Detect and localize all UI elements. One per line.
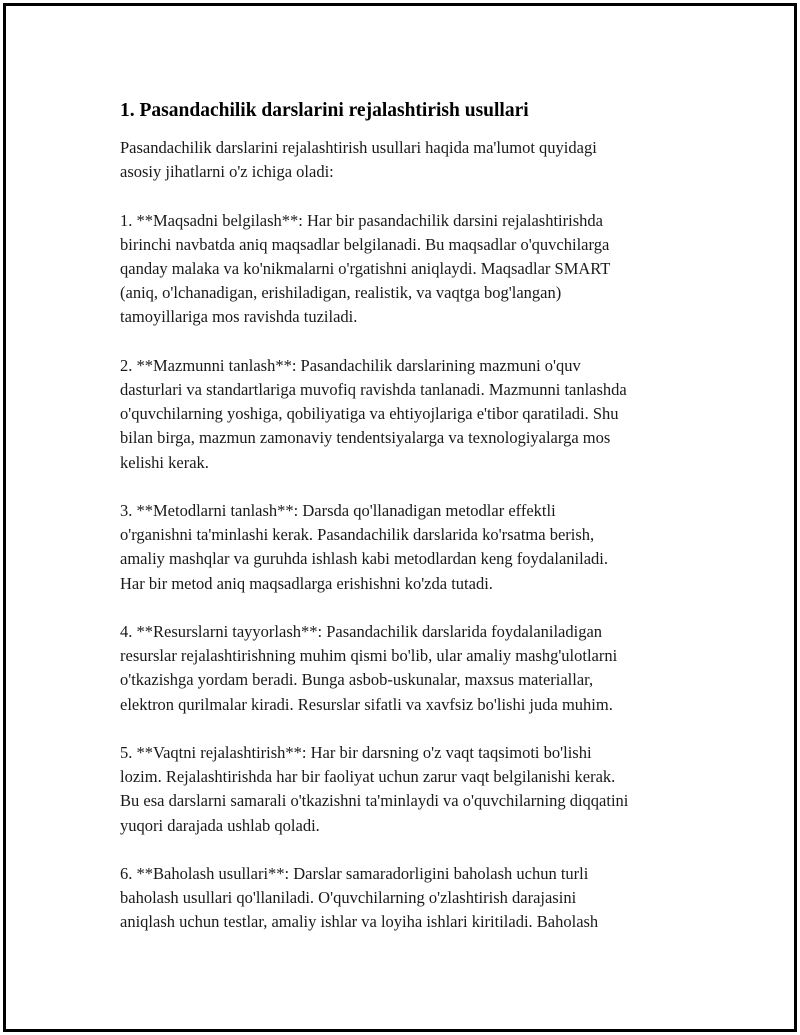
text-line: birinchi navbatda aniq maqsadlar belgilanadi. Bu maqsadlar o'quvchilarga [120,234,610,254]
text-line: o'quvchilarning yoshiga, qobiliyatiga va ehtiyojlariga e'tibor qaratiladi. Shu [120,404,619,424]
text-line: Pasandachilik darslarini rejalashtirish usullari haqida ma'lumot quyidagi [120,138,597,157]
text-line: dasturlari va standartlariga muvofiq ravishda tanlanadi. Mazmunni tanlashda [120,380,627,399]
text-line: lozim. Rejalashtirishda har bir faoliyat uchun zarur vaqt belgilanishi kerak. [120,767,616,787]
paragraph-resource-preparation [120,620,700,717]
text-line: qanday malaka va ko'nikmalarni o'rgatishni aniqlaydi. Maqsadlar SMART [120,259,611,278]
text-line: tamoyillariga mos ravishda tuziladi. [120,307,358,327]
text-line: 4. **Resurslarni tayyorlash**: Pasandachilik darslarida foydalaniladigan [120,622,603,641]
paragraph-method-selection [120,499,700,596]
text-line: 5. **Vaqtni rejalashtirish**: Har bir darsning o'z vaqt taqsimoti bo'lishi [120,743,592,762]
text-line: baholash usullari qo'llaniladi. O'quvchilarning o'zlashtirish darajasini [120,888,577,908]
text-line: Bu esa darslarni samarali o'tkazishni ta'minlaydi va o'quvchilarning diqqatini [120,791,629,811]
text-line: asosiy jihatlarni o'z ichiga oladi: [120,162,334,182]
text-line: 1. **Maqsadni belgilash**: Har bir pasandachilik darsini rejalashtirishda [120,210,603,230]
text-line: kelishi kerak. [120,452,209,472]
text-line: yuqori darajada ushlab qoladi. [120,815,320,835]
document-page [3,3,797,1032]
text-line: aniqlash uchun testlar, amaliy ishlar va loyiha ishlari kiritiladi. Baholash [120,912,599,932]
text-line: 3. **Metodlarni tanlash**: Darsda qo'llanadigan metodlar effektli [120,501,556,520]
text-line: amaliy mashqlar va guruhda ishlash kabi metodlardan keng foydalaniladi. [120,549,608,569]
text-line: bilan birga, mazmun zamonaviy tendentsiyalarga va texnologiyalarga mos [120,428,611,448]
paragraph-goal-setting [120,209,700,330]
section-title: 1. Pasandachilik darslarini rejalashtirish usullari [120,100,529,121]
paragraph-assessment-methods [120,862,700,935]
text-line: (aniq, o'lchanadigan, erishiladigan, realistik, va vaqtga bog'langan) [120,283,562,303]
paragraph-time-planning [120,741,700,838]
document-content [120,98,700,959]
text-line: resurslar rejalashtirishning muhim qismi bo'lib, ular amaliy mashg'ulotlarni [120,646,618,666]
text-line: 6. **Baholash usullari**: Darslar samaradorligini baholash uchun turli [120,864,589,883]
paragraph-content-selection [120,354,700,475]
text-line: elektron qurilmalar kiradi. Resurslar sifatli va xavfsiz bo'lishi juda muhim. [120,694,613,714]
intro-paragraph [120,136,700,184]
text-line: 2. **Mazmunni tanlash**: Pasandachilik darslarining mazmuni o'quv [120,355,581,375]
text-line: Har bir metod aniq maqsadlarga erishishni ko'zda tutadi. [120,573,493,593]
text-line: o'rganishni ta'minlashi kerak. Pasandachilik darslarida ko'rsatma berish, [120,525,595,545]
text-line: o'tkazishga yordam beradi. Bunga asbob-uskunalar, maxsus materiallar, [120,670,594,690]
